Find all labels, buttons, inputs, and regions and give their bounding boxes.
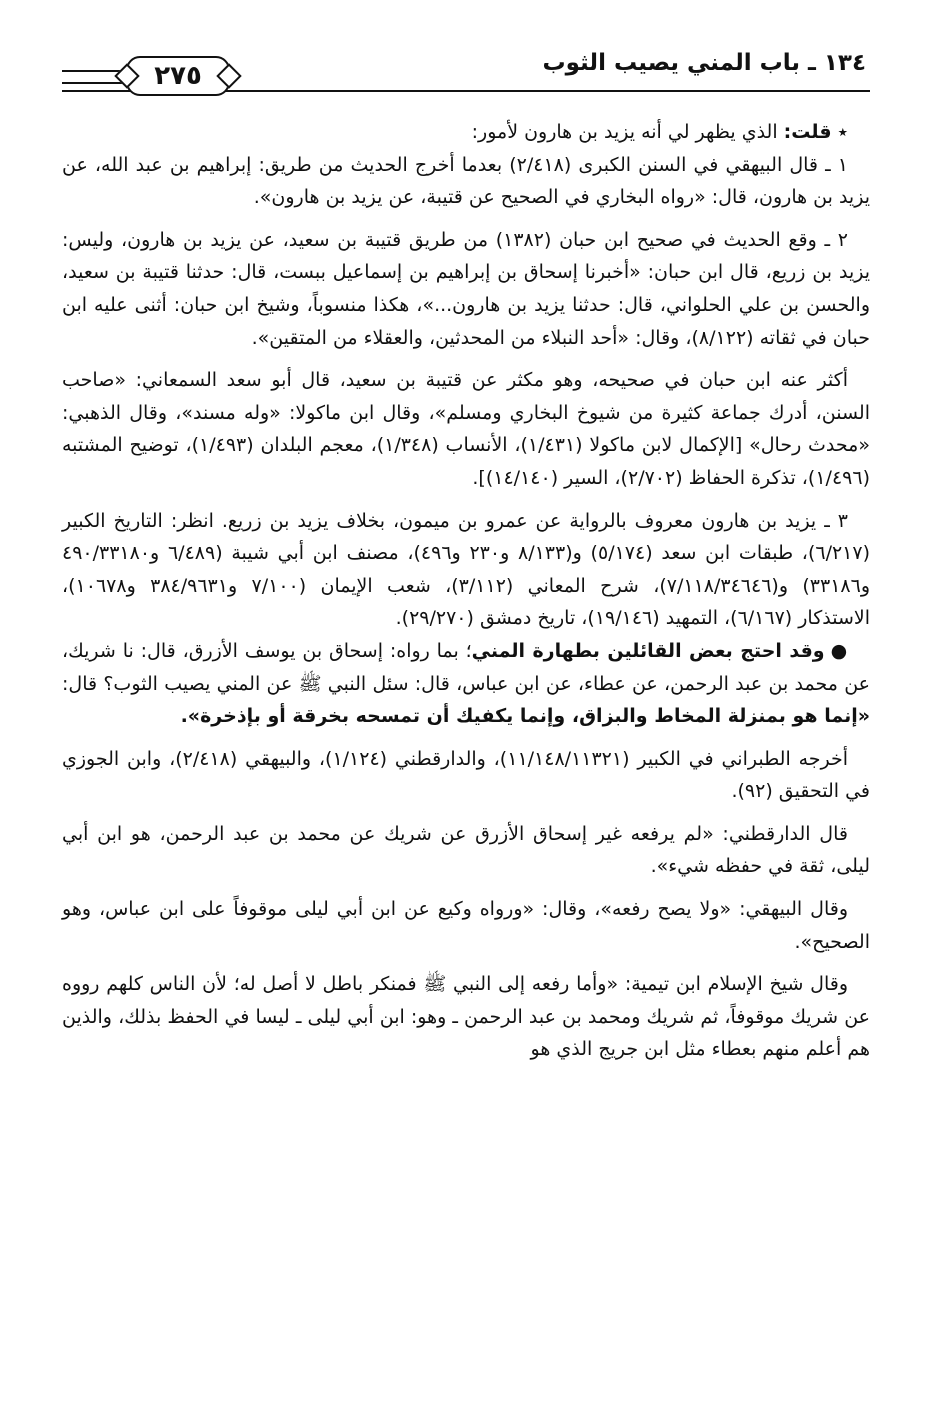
- page-number-frame: [126, 56, 230, 96]
- paragraph-takhrij: أخرجه الطبراني في الكبير (١١/١٤٨/١١٣٢١)، والدارقطني (١/١٢٤)، والبيهقي (٢/٤١٨)، وابن الجوزي في التحقيق (٩٢).: [62, 747, 870, 803]
- page-body: [62, 116, 870, 1066]
- paragraph-bayhaqi: وقال البيهقي: «ولا يصح رفعه»، وقال: «ورواه وكيع عن ابن أبي ليلى موقوفاً على ابن عباس، وهو الصحيح».: [62, 898, 870, 953]
- chapter-title: ١٣٤ ـ باب المني يصيب الثوب: [542, 50, 866, 76]
- page-number: ٢٧٥: [154, 61, 202, 91]
- paragraph-spacer: [62, 958, 870, 968]
- paragraph-spacer: [62, 808, 870, 818]
- paragraph-lead: قلت:: [783, 121, 832, 143]
- document-page: [62, 30, 870, 1380]
- paragraph-spacer: [62, 733, 870, 743]
- paragraph-hadith: [62, 635, 870, 733]
- paragraph-narrator-note: أكثر عنه ابن حبان في صحيحه، وهو مكثر عن قتيبة بن سعيد، قال أبو سعد السمعاني: «صاحب السنن، أدرك جماعة كثيرة من شيوخ البخاري ومسلم»، وقال ابن ماكولا: «وله مسند»، وقال الذهبي: «محدث رحال» [الإكمال لابن ماكولا (١/٤٣١)، الأنساب (١/٣٤٨)، معجم البلدان (١/٤٩٣)، توضيح المشتبه (١/٤٩٦)، تذكرة الحفاظ (٢/٧٠٢)، السير (١٤/١٤٠)].: [62, 369, 870, 489]
- paragraph-marker: ٭: [837, 121, 848, 143]
- paragraph-spacer: [62, 214, 870, 224]
- paragraph-reason-1: ١ ـ قال البيهقي في السنن الكبرى (٢/٤١٨) بعدما أخرج الحديث من طريق: إبراهيم بن عبد الله، عن يزيد بن هارون، قال: «رواه البخاري في الصحيح عن قتيبة، عن يزيد بن هارون».: [62, 153, 870, 209]
- paragraph-intro: [62, 116, 870, 149]
- paragraph-text: الذي يظهر لي أنه يزيد بن هارون لأمور:: [471, 121, 778, 143]
- paragraph-text: ؛ بما رواه: إسحاق بن يوسف الأزرق، قال: نا شريك، عن محمد بن عبد الرحمن، عن عطاء، عن ابن عباس، قال: سئل النبي ﷺ عن المني يصيب الثوب؟ قال:: [62, 639, 870, 695]
- paragraph-daraqutni: قال الدارقطني: «لم يرفعه غير إسحاق الأزرق عن شريك عن محمد بن عبد الرحمن، هو ابن أبي ليلى، ثقة في حفظه شيء».: [62, 822, 870, 878]
- paragraph-spacer: [62, 883, 870, 893]
- paragraph-reason-2: ٢ ـ وقع الحديث في صحيح ابن حبان (١٣٨٢) من طريق قتيبة بن سعيد، عن يزيد بن هارون، وليس: يزيد بن زريع، قال ابن حبان: «أخبرنا إسحاق بن إبراهيم بن إسماعيل ببست، قال: حدثنا قتيبة بن سعيد، والحسن بن علي الحلواني، قال: حدثنا يزيد بن هارون...»، هكذا منسوباً، وشيخ ابن حبان: أثنى عليه ابن حبان في ثقاته (٨/١٢٢)، وقال: «أحد النبلاء من المحدثين، والعقلاء من المتقين».: [62, 228, 870, 349]
- paragraph-ibn-taymiyyah: وقال شيخ الإسلام ابن تيمية: «وأما رفعه إلى النبي ﷺ فمنكر باطل لا أصل له؛ لأن الناس كلهم رووه عن شريك موقوفاً، ثم شريك ومحمد بن عبد الرحمن ـ وهو: ابن أبي ليلى ـ ليسا في الحفظ بذلك، والذين هم أعلم منهم بعطاء مثل ابن جريج الذي هو: [62, 973, 870, 1061]
- bullet-icon: ●: [830, 639, 848, 662]
- hadith-quote: «إنما هو بمنزلة المخاط والبزاق، وإنما يكفيك أن تمسحه بخرقة أو بإذخرة».: [180, 705, 870, 728]
- paragraph-bold-lead: وقد احتج بعض القائلين بطهارة المني: [471, 639, 825, 662]
- paragraph-spacer: [62, 354, 870, 364]
- header-ornament-lines: [62, 70, 122, 84]
- paragraph-reason-3: ٣ ـ يزيد بن هارون معروف بالرواية عن عمرو بن ميمون، بخلاف يزيد بن زريع. انظر: التاريخ الكبير (٦/٢١٧)، طبقات ابن سعد (٥/١٧٤) و(٨/١٣٣ و٢٣٠ و٤٩٦)، مصنف ابن أبي شيبة (٦/٤٨٩ و٤٩٠/٣٣١٨٠ و٣٣١٨٦) و(٧/١١٨/٣٤٦٤٦)، شرح المعاني (٣/١١٢)، شعب الإيمان (٧/١٠٠ و٣٨٤/٩٦٣١ و١٠٦٧٨)، الاستذكار (٦/١٦٧)، التمهيد (١٩/١٤٦)، تاريخ دمشق (٢٩/٢٧٠).: [62, 509, 871, 630]
- paragraph-spacer: [62, 495, 870, 505]
- page-header: [62, 30, 870, 102]
